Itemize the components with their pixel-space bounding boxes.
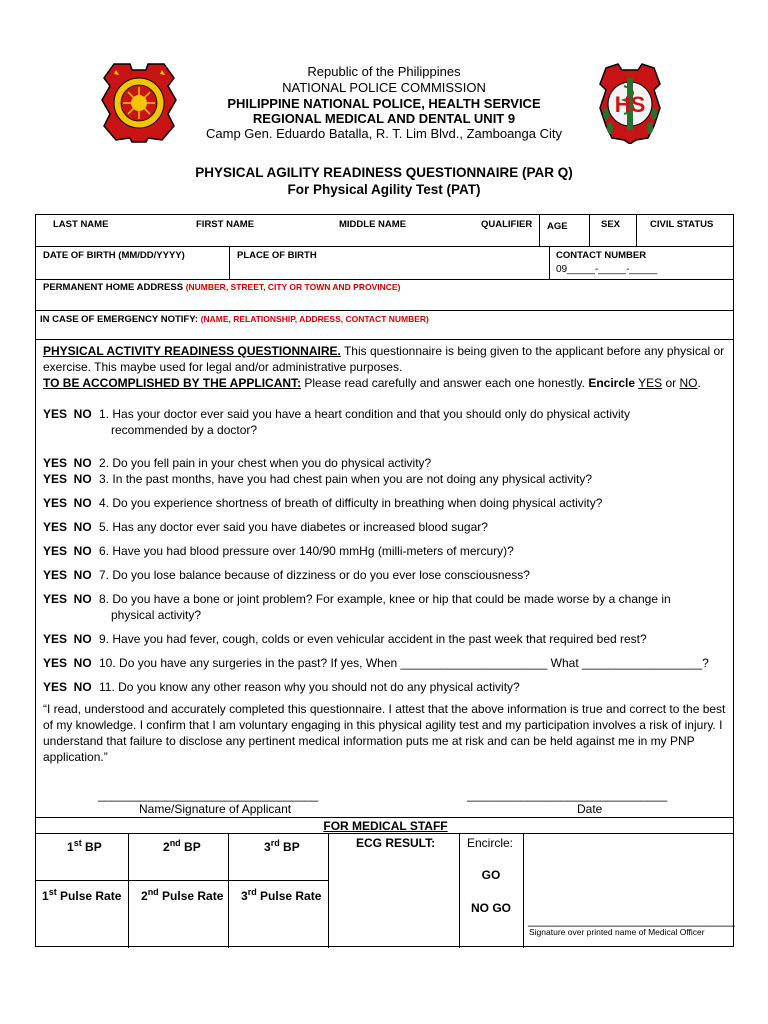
form-box xyxy=(35,214,734,947)
header-pnp-health: PHILIPPINE NATIONAL POLICE, HEALTH SERVICE xyxy=(227,96,541,111)
ecg-label: ECG RESULT: xyxy=(356,836,436,850)
question-item xyxy=(43,406,733,438)
dob-label: DATE OF BIRTH (MM/DD/YYYY) xyxy=(43,250,185,261)
yes-no-options[interactable]: YES NO xyxy=(43,472,92,486)
date-line: ______________________________ xyxy=(467,788,668,802)
medical-staff-heading: FOR MEDICAL STAFF xyxy=(323,819,448,833)
medical-officer-signature-line: _______________________________ xyxy=(528,913,735,927)
yes-no-options[interactable]: YES NO xyxy=(43,456,92,470)
question-item xyxy=(43,631,733,647)
question-number: 10. xyxy=(99,656,116,670)
applicant-signature-label: Name/Signature of Applicant xyxy=(139,802,292,816)
qualifier-label: QUALIFIER xyxy=(481,219,533,230)
last-name-label: LAST NAME xyxy=(53,219,109,230)
yes-no-options[interactable]: YES NO xyxy=(43,632,92,646)
go-option[interactable]: GO xyxy=(481,868,501,882)
question-text: Do you have a bone or joint problem? For example, knee or hip that could be made worse by a change in xyxy=(112,592,671,606)
question-number: 4. xyxy=(99,496,110,510)
yes-no-options[interactable]: YES NO xyxy=(43,496,92,510)
question-number: 2. xyxy=(99,456,110,470)
question-item xyxy=(43,495,733,511)
question-item xyxy=(43,567,733,583)
medical-officer-signature-label: Signature over printed name of Medical Officer xyxy=(529,927,705,937)
yes-no-options[interactable]: YES NO xyxy=(43,656,92,670)
date-label: Date xyxy=(577,802,603,816)
question-text-continued: recommended by a doctor? xyxy=(111,423,258,437)
question-text: Have you had blood pressure over 140/90 mmHg (milli-meters of mercury)? xyxy=(112,544,514,558)
question-number: 6. xyxy=(99,544,110,558)
question-number: 1. xyxy=(99,407,110,421)
contact-label: CONTACT NUMBER xyxy=(556,250,647,261)
address-hint: (NUMBER, STREET, CITY OR TOWN AND PROVINCE) xyxy=(185,282,401,292)
bp3-label: 3rd BP xyxy=(264,838,300,854)
question-text: Have you had fever, cough, colds or even vehicular accident in the past week that required bed rest? xyxy=(112,632,647,646)
question-text: Do you know any other reason why you should not do any physical activity? xyxy=(118,680,520,694)
middle-name-label: MIDDLE NAME xyxy=(339,219,407,230)
yes-no-options[interactable]: YES NO xyxy=(43,520,92,534)
question-text: Has any doctor ever said you have diabetes or increased blood sugar? xyxy=(112,520,488,534)
form-subtitle: For Physical Agility Test (PAT) xyxy=(287,182,481,197)
question-item xyxy=(43,591,733,623)
emergency-label: IN CASE OF EMERGENCY NOTIFY: (NAME, RELATIONSHIP, ADDRESS, CONTACT NUMBER) xyxy=(40,314,429,325)
question-item xyxy=(43,455,733,471)
pulse3-label: 3rd Pulse Rate xyxy=(241,887,322,903)
question-number: 11. xyxy=(99,680,115,694)
header-unit: REGIONAL MEDICAL AND DENTAL UNIT 9 xyxy=(252,111,516,126)
pulse1-label: 1st Pulse Rate xyxy=(42,887,122,903)
civil-status-label: CIVIL STATUS xyxy=(650,219,714,230)
question-item xyxy=(43,519,733,535)
intro-paragraph: PHYSICAL ACTIVITY READINESS QUESTIONNAIRE. This questionnaire is being given to the applicant before any physical or exercise. This maybe used for legal and/or administrative purposes. xyxy=(43,344,725,374)
question-number: 9. xyxy=(99,632,110,646)
form-title: PHYSICAL AGILITY READINESS QUESTIONNAIRE (PAR Q) xyxy=(195,165,573,180)
attestation-text: “I read, understood and accurately completed this questionnaire. I attest that the above information is true and correct to the best of my knowledge. I confirm that I am voluntary engaging in this physical agility test and my participation involves a risk of injury. I understand that failure to disclose any pertinent medical information puts me at risk and can be held against me in my PNP application.” xyxy=(43,702,726,764)
question-item xyxy=(43,471,733,487)
pob-label: PLACE OF BIRTH xyxy=(237,250,317,261)
header-address: Camp Gen. Eduardo Batalla, R. T. Lim Blvd., Zamboanga City xyxy=(206,126,562,141)
question-number: 5. xyxy=(99,520,110,534)
question-item xyxy=(43,655,733,671)
address-label: PERMANENT HOME ADDRESS (NUMBER, STREET, CITY OR TOWN AND PROVINCE) xyxy=(43,282,401,293)
question-text: In the past months, have you had chest pain when you are not doing any physical activity? xyxy=(112,472,592,486)
question-text: Do you lose balance because of dizziness or do you ever lose consciousness? xyxy=(112,568,530,582)
pulse2-label: 2nd Pulse Rate xyxy=(141,887,224,903)
yes-no-options[interactable]: YES NO xyxy=(43,407,92,421)
yes-no-options[interactable]: YES NO xyxy=(43,568,92,582)
question-item xyxy=(43,679,733,695)
svg-text:HS: HS xyxy=(614,92,646,117)
applicant-signature-line: _________________________________ xyxy=(98,788,319,802)
sex-label: SEX xyxy=(601,219,621,230)
instruction-paragraph: TO BE ACCOMPLISHED BY THE APPLICANT: Please read carefully and answer each one honestly. Encircle YES or NO. xyxy=(43,376,701,390)
question-text-continued: physical activity? xyxy=(111,608,202,622)
first-name-label: FIRST NAME xyxy=(196,219,255,230)
question-text: Do you have any surgeries in the past? If yes, When ______________________ What __________________? xyxy=(119,656,709,670)
question-number: 3. xyxy=(99,472,110,486)
yes-no-options[interactable]: YES NO xyxy=(43,544,92,558)
bp2-label: 2nd BP xyxy=(163,838,201,854)
age-label: AGE xyxy=(547,221,568,232)
emergency-hint: (NAME, RELATIONSHIP, ADDRESS, CONTACT NUMBER) xyxy=(200,314,429,324)
question-text: Has your doctor ever said you have a heart condition and that you should only do physical activity xyxy=(112,407,630,421)
yes-no-options[interactable]: YES NO xyxy=(43,680,92,694)
question-number: 8. xyxy=(99,592,110,606)
header-republic: Republic of the Philippines xyxy=(307,64,461,79)
question-text: Do you fell pain in your chest when you do physical activity? xyxy=(112,456,432,470)
yes-no-options[interactable]: YES NO xyxy=(43,592,92,606)
question-number: 7. xyxy=(99,568,110,582)
no-go-option[interactable]: NO GO xyxy=(470,901,511,915)
contact-format: 09_____-_____-_____ xyxy=(556,264,658,275)
question-item xyxy=(43,543,733,559)
question-text: Do you experience shortness of breath of difficulty in breathing when doing physical activity? xyxy=(112,496,603,510)
header-napolcom: NATIONAL POLICE COMMISSION xyxy=(282,80,486,95)
encircle-label: Encircle: xyxy=(467,836,514,850)
bp1-label: 1st BP xyxy=(67,838,102,854)
